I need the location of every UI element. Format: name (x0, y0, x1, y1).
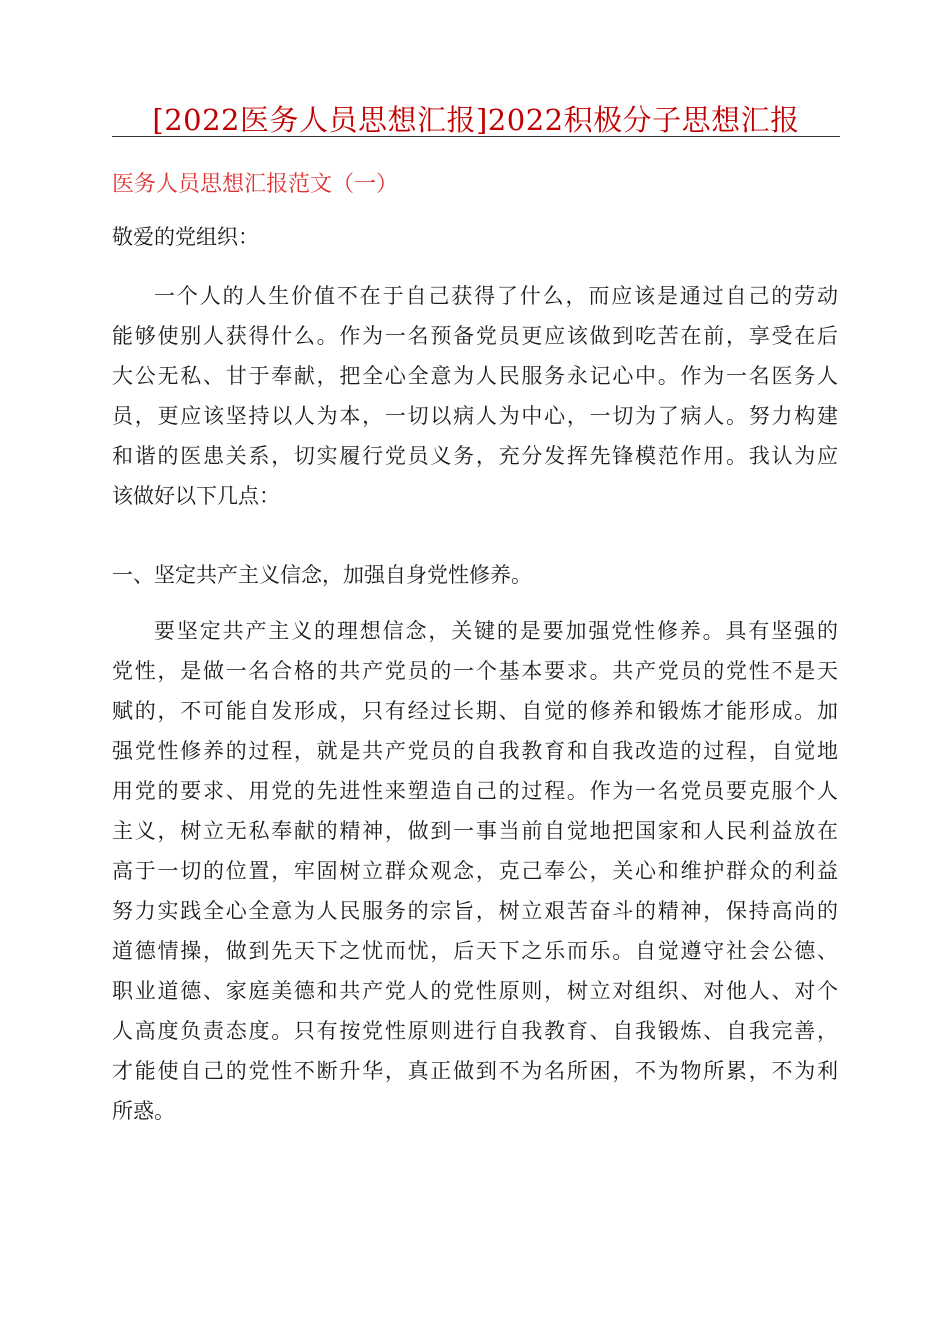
paragraph-line: 能够使别人获得什么。作为一名预备党员更应该做到吃苦在前，享受在后 (112, 324, 838, 348)
paragraph-line: 职业道德、家庭美德和共产党人的党性原则，树立对组织、对他人、对个 (112, 979, 838, 1003)
point-1-heading: 一、坚定共产主义信念，加强自身党性修养。 (112, 563, 532, 587)
paragraph-line: 强党性修养的过程，就是共产党员的自我教育和自我改造的过程，自觉地 (112, 739, 838, 763)
paragraph-line: 主义，树立无私奉献的精神，做到一事当前自觉地把国家和人民利益放在 (112, 819, 838, 843)
paragraph-line: 员，更应该坚持以人为本，一切以病人为中心，一切为了病人。努力构建 (112, 404, 838, 428)
title-underline (112, 136, 840, 137)
paragraph-line: 要坚定共产主义的理想信念，关键的是要加强党性修养。具有坚强的 (154, 619, 838, 643)
paragraph-line: 所惑。 (112, 1099, 175, 1123)
paragraph-line: 用党的要求、用党的先进性来塑造自己的过程。作为一名党员要克服个人 (112, 779, 838, 803)
salutation: 敬爱的党组织： (112, 225, 259, 249)
paragraph-line: 高于一切的位置，牢固树立群众观念，克己奉公，关心和维护群众的利益 (112, 859, 838, 883)
paragraph-line: 党性，是做一名合格的共产党员的一个基本要求。共产党员的党性不是天 (112, 659, 838, 683)
paragraph-line: 一个人的人生价值不在于自己获得了什么，而应该是通过自己的劳动 (154, 284, 838, 308)
paragraph-line: 人高度负责态度。只有按党性原则进行自我教育、自我锻炼、自我完善， (112, 1019, 838, 1043)
paragraph-line: 道德情操，做到先天下之忧而忧，后天下之乐而乐。自觉遵守社会公德、 (112, 939, 838, 963)
paragraph-2 (112, 611, 838, 1131)
paragraph-line: 该做好以下几点： (112, 484, 280, 508)
paragraph-line: 才能使自己的党性不断升华，真正做到不为名所困，不为物所累，不为利 (112, 1059, 838, 1083)
document-title: [2022医务人员思想汇报]2022积极分子思想汇报 (152, 103, 800, 137)
paragraph-line: 大公无私、甘于奉献，把全心全意为人民服务永记心中。作为一名医务人 (112, 364, 838, 388)
paragraph-1 (112, 276, 838, 516)
paragraph-line: 努力实践全心全意为人民服务的宗旨，树立艰苦奋斗的精神，保持高尚的 (112, 899, 838, 923)
paragraph-line: 和谐的医患关系，切实履行党员义务，充分发挥先锋模范作用。我认为应 (112, 444, 838, 468)
section-heading: 医务人员思想汇报范文（一） (112, 172, 399, 197)
paragraph-line: 赋的，不可能自发形成，只有经过长期、自觉的修养和锻炼才能形成。加 (112, 699, 838, 723)
